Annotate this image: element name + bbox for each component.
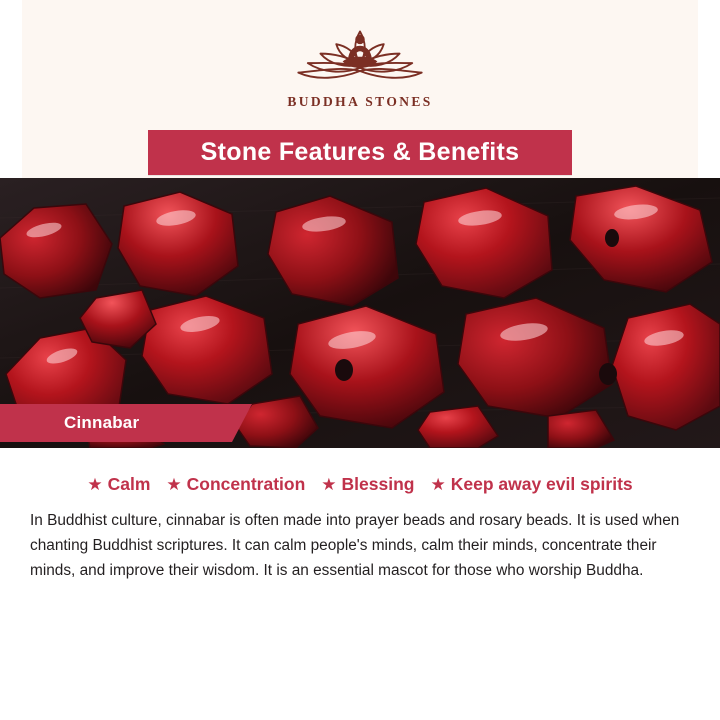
stone-name: Cinnabar [64,413,140,432]
content-area [0,448,720,720]
list-item [430,474,632,495]
benefit-label: Concentration [186,474,306,494]
stone-name-tag-notch [232,404,252,442]
list-item [166,474,305,495]
star-icon: ★ [321,475,337,494]
brand-name: BUDDHA STONES [287,94,433,109]
header-banner [0,0,720,178]
benefit-label: Keep away evil spirits [450,474,633,494]
list-item [321,474,414,495]
stone-name-tag [0,404,232,442]
benefit-label: Calm [107,474,151,494]
page-title: Stone Features & Benefits [200,138,520,166]
star-icon: ★ [87,475,103,494]
benefit-label: Blessing [341,474,415,494]
star-icon: ★ [430,475,446,494]
section-title-ribbon [148,130,572,175]
benefits-list [0,448,720,495]
description-text: In Buddhist culture, cinnabar is often made into prayer beads and rosary beads. It is used when chanting Buddhist scriptures. It can calm people's minds, calm their minds, concentrate their minds, and improve their wisdom. It is an essential mascot for those who worship Buddha. [30,512,680,579]
brand-logo [0,22,720,110]
list-item [87,474,150,495]
star-icon: ★ [166,475,182,494]
lotus-meditation-icon [280,22,440,90]
